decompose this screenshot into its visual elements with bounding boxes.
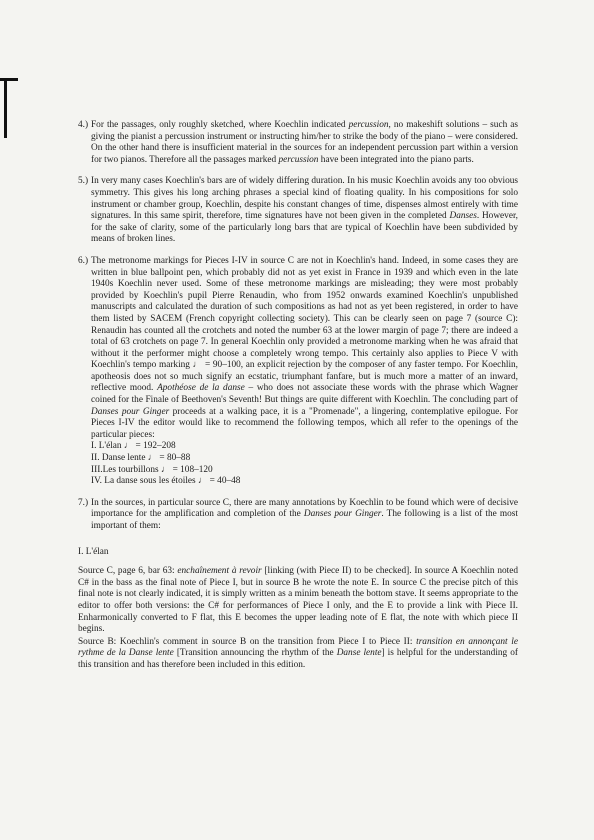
- section-heading: I. L'élan: [78, 546, 109, 557]
- italic-phrase: enchaînement à revoir: [177, 566, 262, 577]
- tempo-item: III.Les tourbillons ♩ = 108–120: [91, 464, 213, 475]
- note-text: In very many cases Koechlin's bars are of widely differing duration. In his music Koechlin avoids any too obvious symmetry. This gives his long arching phrases a special kind of floating quality. In his compositions for solo instrument or chamber group, Koechlin, despite his constant changes of time, dispenses almost entirely with time signatures. In this same spirit, therefore, time signatures have not been given in the completed Danses. However, for the sake of clarity, some of the particularly long bars that are typical of Koechlin have been subdivided by means of broken lines.: [91, 176, 518, 245]
- note-number: 4.): [78, 120, 89, 130]
- italic-phrase: Danse lente: [336, 648, 382, 659]
- italic-phrase: Danses: [449, 211, 477, 222]
- note-text: The metronome markings for Pieces I-IV in source C are not in Koechlin's hand. Indeed, in some cases they are written in blue ballpoint pen, which probably did not as yet exist in France in 1939 and which even in the late 1940s Koechlin never used. Some of these metronome markings are misleading; they were most probably provided by Koechlin's pupil Pierre Renaudin, who from 1952 onwards examined Koechlin's unpublished manuscripts and calculated the duration of such compositions as had not as yet been registered, in order to have them listed by SACEM (French copyright collecting society). This can be clearly seen on page 7 (source C): Renaudin has counted all the crotchets and noted the number 63 at the lower margin of page 7; there are indeed a total of 63 crotchets on page 7. In general Koechlin only provided a metronome marking when he was afraid that without it the performer might choose a completely wrong tempo. This certainly also applies to Piece V with Koechlin's tempo marking ♩ = 90–100, an explicit rejection by the composer of any faster tempo. For Koechlin, apotheosis does not so much signify an ecstatic, triumphant fanfare, but is much more a matter of an inward, reflective mood. Apothéose de la danse – who does not associate these words with the phrase which Wagner coined for the Finale of Beethoven's Seventh! But things are quite different with Koechlin. The concluding part of Danses pour Ginger proceeds at a walking pace, it is a "Promenade", a lingering, contemplative epilogue. For Pieces I-IV the editor would like to recommend the following tempos, which all refer to the openings of the particular pieces:: [91, 255, 518, 440]
- note-text: For the passages, only roughly sketched, where Koechlin indicated percussion, no makeshift solutions – such as giving the pianist a percussion instrument or instructing him/her to strike the body of the piano – were considered. On the other hand there is insufficient material in the sources for an independent percussion part within a version for two pianos. Therefore all the passages marked percussion have been integrated into the piano parts.: [91, 120, 518, 165]
- italic-phrase: percussion: [278, 154, 319, 165]
- binding-corner-mark: [0, 78, 18, 138]
- italic-phrase: Apothéose de la danse: [157, 383, 245, 394]
- note-item-5: [78, 176, 518, 246]
- italic-phrase: Danses pour Ginger: [91, 406, 170, 417]
- tempo-item: I. L'élan ♩ = 192–208: [91, 441, 176, 452]
- section-paragraph: Source C, page 6, bar 63: enchaînement à revoir [linking (with Piece II) to be checked]. In source A Koechlin noted C# in the bass as the final note of Piece I, but in source B he wrote the note E. In source C the precise pitch of this final note is not clearly indicated, it is simply written as a minim beneath the bottom stave. It seems appropriate to the editor to offer both versions: the C# for performances of Piece I only, and the E to provide a link with Piece II. Enharmonically converted to F flat, this E becomes the upper leading note of E flat, the note with which piece II begins.: [78, 566, 518, 635]
- tempo-list: [91, 441, 518, 487]
- note-number: 7.): [78, 497, 89, 508]
- italic-phrase: percussion: [348, 120, 389, 130]
- section-lelan: [78, 547, 518, 672]
- document-page: [78, 120, 518, 673]
- italic-phrase: Danses pour Ginger: [303, 509, 382, 520]
- tempo-item: II. Danse lente ♩ = 80–88: [91, 453, 191, 464]
- tempo-item: IV. La danse sous les étoiles ♩ = 40–48: [91, 476, 241, 487]
- note-number: 6.): [78, 255, 89, 266]
- note-item-7: [78, 498, 518, 533]
- note-number: 5.): [78, 176, 89, 187]
- note-item-4: [78, 120, 518, 166]
- note-text: In the sources, in particular source C, there are many annotations by Koechlin to be found which were of decisive importance for the amplification and completion of the Danses pour Ginger. The following is a list of the most important of them:: [91, 497, 518, 531]
- note-item-6: [78, 256, 518, 488]
- section-paragraph: Source B: Koechlin's comment in source B on the transition from Piece I to Piece II: transition en annonçant le rythme de la Danse lente [Transition announcing the rhythm of the Danse lente] is helpful for the understanding of this transition and has therefore been included in this edition.: [78, 636, 518, 670]
- italic-phrase: transition en annonçant le rythme de la Danse lente: [78, 636, 518, 659]
